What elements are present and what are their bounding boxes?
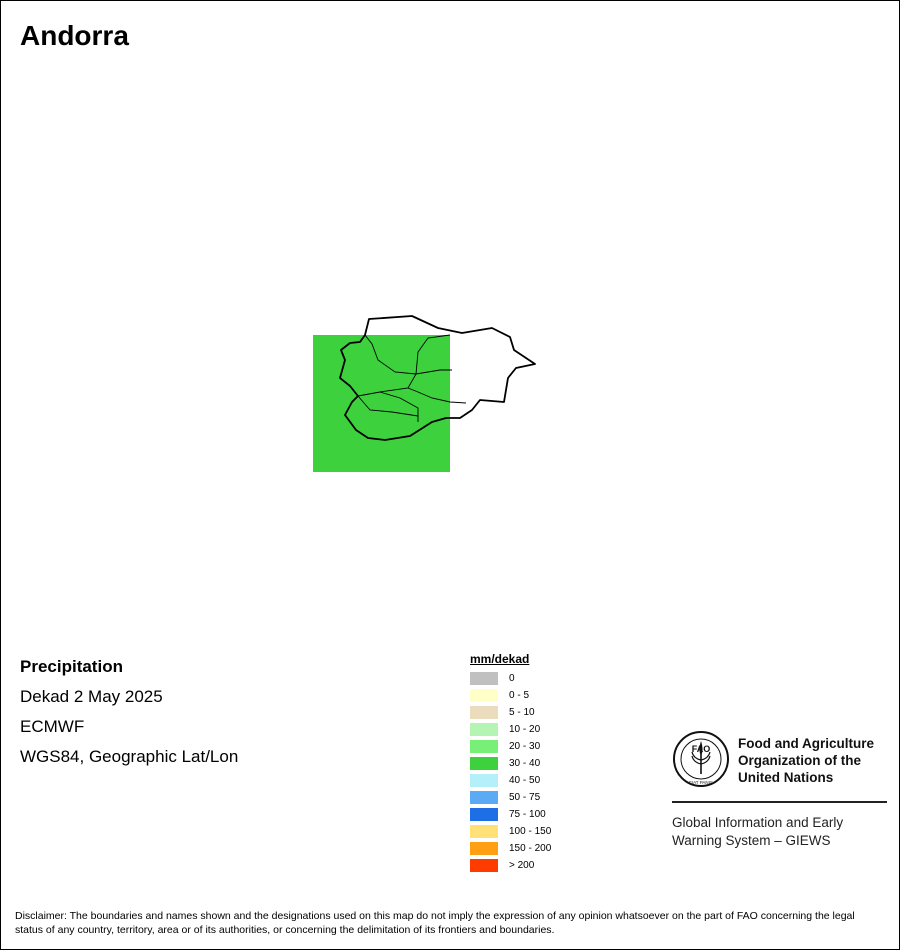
legend-label: 5 - 10 bbox=[509, 707, 535, 718]
legend-swatch bbox=[470, 689, 498, 702]
org-line: Organization of the bbox=[738, 753, 861, 768]
precipitation-grid-cell bbox=[313, 335, 450, 472]
legend-label: 75 - 100 bbox=[509, 809, 546, 820]
legend-title: mm/dekad bbox=[470, 652, 530, 666]
projection-label: WGS84, Geographic Lat/Lon bbox=[20, 747, 239, 766]
legend-label: 0 bbox=[509, 673, 515, 684]
period-label: Dekad 2 May 2025 bbox=[20, 687, 163, 706]
disclaimer: Disclaimer: The boundaries and names shown and the designations used on this map do not imply the expression of any opinion whatsoever on the part of FAO concerning the legal status of any country, territory, area or of its authorities, or concerning the delimitation of its frontiers and boundaries. bbox=[15, 910, 855, 936]
variable-label: Precipitation bbox=[20, 657, 123, 676]
legend-item bbox=[470, 704, 551, 721]
legend-swatch bbox=[470, 859, 498, 872]
fao-logo-motto: FIAT PANIS bbox=[689, 780, 713, 785]
legend-item bbox=[470, 670, 551, 687]
legend bbox=[470, 652, 551, 874]
source-label: ECMWF bbox=[20, 717, 85, 736]
legend-item bbox=[470, 840, 551, 857]
legend-swatch bbox=[470, 757, 498, 770]
map-title: Andorra bbox=[20, 20, 129, 51]
legend-item bbox=[470, 772, 551, 789]
legend-swatch bbox=[470, 672, 498, 685]
legend-item bbox=[470, 806, 551, 823]
legend-swatch bbox=[470, 808, 498, 821]
org-line: United Nations bbox=[738, 770, 834, 785]
map-info bbox=[20, 656, 238, 776]
legend-swatch bbox=[470, 723, 498, 736]
legend-label: > 200 bbox=[509, 860, 535, 871]
legend-item bbox=[470, 687, 551, 704]
legend-label: 100 - 150 bbox=[509, 826, 552, 837]
legend-swatch bbox=[470, 791, 498, 804]
legend-swatch bbox=[470, 740, 498, 753]
legend-label: 40 - 50 bbox=[509, 775, 541, 786]
fao-logo-icon bbox=[672, 730, 730, 788]
legend-item bbox=[470, 823, 551, 840]
legend-item bbox=[470, 857, 551, 874]
fao-logo-text: FAO bbox=[691, 744, 711, 754]
legend-item bbox=[470, 738, 551, 755]
org-line: Food and Agriculture bbox=[738, 736, 874, 751]
legend-swatch bbox=[470, 842, 498, 855]
giews-name bbox=[672, 814, 892, 850]
legend-label: 10 - 20 bbox=[509, 724, 541, 735]
legend-label: 50 - 75 bbox=[509, 792, 541, 803]
legend-swatch bbox=[470, 774, 498, 787]
giews-line: Warning System – GIEWS bbox=[672, 833, 831, 848]
legend-swatch bbox=[470, 825, 498, 838]
legend-label: 30 - 40 bbox=[509, 758, 541, 769]
legend-item bbox=[470, 721, 551, 738]
divider bbox=[672, 801, 887, 803]
legend-item bbox=[470, 789, 551, 806]
legend-label: 0 - 5 bbox=[509, 690, 530, 701]
legend-swatch bbox=[470, 706, 498, 719]
giews-line: Global Information and Early bbox=[672, 815, 844, 830]
legend-label: 20 - 30 bbox=[509, 741, 541, 752]
legend-label: 150 - 200 bbox=[509, 843, 552, 854]
legend-item bbox=[470, 755, 551, 772]
fao-organization-name bbox=[738, 735, 898, 786]
